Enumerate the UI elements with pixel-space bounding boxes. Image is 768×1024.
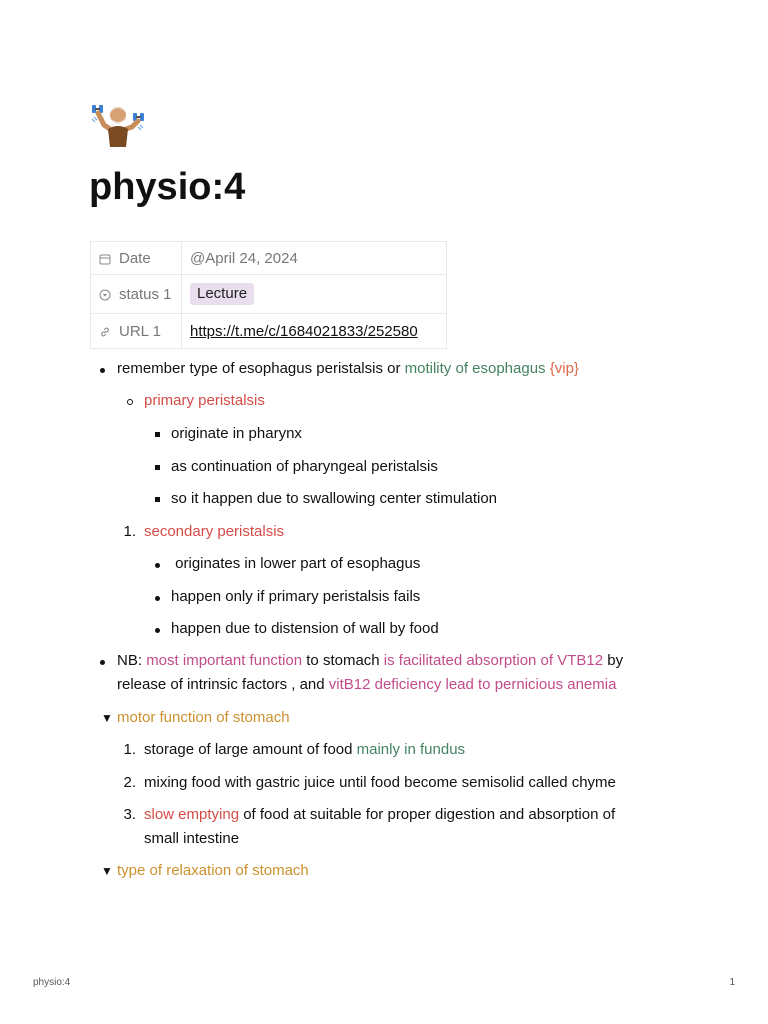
- url-link[interactable]: https://t.me/c/1684021833/252580: [190, 322, 418, 340]
- text-run: storage of large amount of food: [144, 741, 357, 758]
- list-item: [117, 359, 579, 379]
- bullet-disc: [100, 660, 105, 665]
- bullet-disc: [155, 596, 160, 601]
- property-row-url: [91, 314, 447, 349]
- list-number: 1.: [123, 523, 136, 540]
- toggle-motor-function[interactable]: motor function of stomach: [117, 709, 290, 726]
- status-icon: [99, 289, 111, 301]
- list-item-primary: primary peristalsis: [144, 392, 265, 409]
- text-run: of food at suitable for proper digestion and absorption of: [239, 806, 616, 823]
- property-name-date: Date: [119, 249, 151, 267]
- toggle-triangle-icon[interactable]: ▼: [101, 711, 113, 725]
- page-title: physio:4: [89, 166, 246, 208]
- list-item-nb-continued: [117, 675, 616, 695]
- text-run: slow emptying: [144, 806, 240, 823]
- bullet-circle: [127, 399, 133, 405]
- list-item: [144, 805, 615, 825]
- property-name-url: URL 1: [119, 322, 161, 340]
- text-run: vitB12 deficiency lead to pernicious anemia: [328, 676, 617, 693]
- date-value[interactable]: @April 24, 2024: [190, 249, 298, 267]
- text-run: most important function: [146, 652, 303, 669]
- bullet-square: [155, 465, 160, 470]
- list-item: [144, 740, 465, 760]
- property-value-cell[interactable]: [182, 242, 447, 275]
- list-item: happen due to distension of wall by food: [171, 620, 439, 637]
- list-item: originate in pharynx: [171, 425, 302, 442]
- list-item-continued: small intestine: [144, 830, 240, 847]
- property-name-cell: [91, 314, 182, 349]
- bullet-square: [155, 497, 160, 502]
- text-run: mainly in fundus: [356, 741, 466, 758]
- list-number: 1.: [123, 741, 136, 758]
- property-row-status: [91, 275, 447, 314]
- calendar-icon: [99, 253, 111, 265]
- list-item: as continuation of pharyngeal peristalsis: [171, 458, 438, 475]
- bullet-square: [155, 432, 160, 437]
- bullet-disc: [100, 368, 105, 373]
- list-number: 2.: [123, 774, 136, 791]
- text-run: release of intrinsic factors , and: [117, 676, 329, 693]
- property-name-cell: [91, 242, 182, 275]
- text-run: to stomach: [302, 652, 384, 669]
- list-number: 3.: [123, 806, 136, 823]
- property-row-date: [91, 242, 447, 275]
- link-icon: [99, 326, 111, 338]
- list-item: mixing food with gastric juice until food become semisolid called chyme: [144, 774, 616, 791]
- property-value-cell[interactable]: [182, 275, 447, 314]
- bullet-disc: [155, 563, 160, 568]
- footer-title: physio:4: [33, 977, 71, 988]
- text-run: {vip}: [545, 360, 579, 377]
- list-item: so it happen due to swallowing center stimulation: [171, 490, 498, 507]
- property-name-status: status 1: [119, 285, 172, 303]
- text-run: by: [603, 652, 624, 669]
- property-name-cell: [91, 275, 182, 314]
- list-item-secondary: secondary peristalsis: [144, 523, 285, 540]
- toggle-triangle-icon[interactable]: ▼: [101, 864, 113, 878]
- list-item-nb: [117, 651, 623, 671]
- text-run: motility of esophagus: [404, 360, 546, 377]
- property-value-cell[interactable]: [182, 314, 447, 349]
- list-item: happen only if primary peristalsis fails: [171, 588, 421, 605]
- page-icon: [90, 99, 146, 147]
- text-run: is facilitated absorption of VTB12: [383, 652, 604, 669]
- properties-table: [90, 241, 447, 349]
- status-tag[interactable]: Lecture: [190, 283, 254, 305]
- toggle-relaxation[interactable]: type of relaxation of stomach: [117, 862, 309, 879]
- bullet-disc: [155, 628, 160, 633]
- footer-page-number: 1: [729, 977, 735, 988]
- list-item: originates in lower part of esophagus: [171, 555, 421, 572]
- text-run: remember type of esophagus peristalsis or: [117, 360, 405, 377]
- text-run: NB:: [117, 652, 147, 669]
